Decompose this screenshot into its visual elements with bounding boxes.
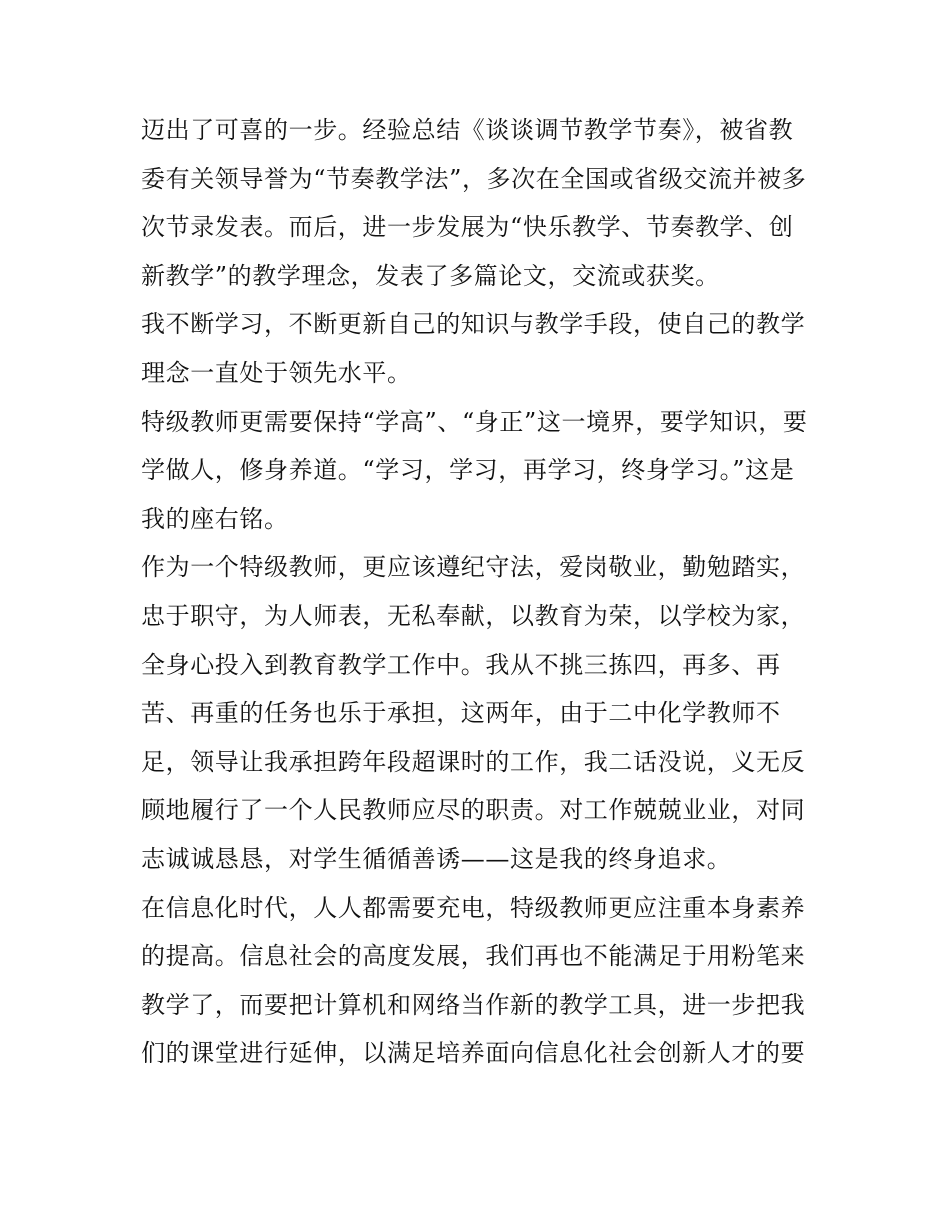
text-line: 足，领导让我承担跨年段超课时的工作，我二话没说，义无反 xyxy=(141,747,806,776)
text-line: 在信息化时代，人人都需要充电，特级教师更应注重本身素养 xyxy=(141,893,806,922)
text-line: 的提高。信息社会的高度发展，我们再也不能满足于用粉笔来 xyxy=(141,942,806,971)
text-line: 苦、再重的任务也乐于承担，这两年，由于二中化学教师不 xyxy=(141,699,781,728)
text-line: 学做人，修身养道。“学习，学习，再学习，终身学习。”这是 xyxy=(141,456,795,485)
text-line: 忠于职守，为人师表，无私奉献，以教育为荣，以学校为家， xyxy=(141,601,806,630)
text-line: 志诚诚恳恳，对学生循循善诱——这是我的终身追求。 xyxy=(141,844,732,873)
text-line: 我的座右铭。 xyxy=(141,504,289,533)
text-line: 作为一个特级教师，更应该遵纪守法，爱岗敬业，勤勉踏实， xyxy=(141,553,806,582)
text-line: 特级教师更需要保持“学高”、“身正”这一境界，要学知识，要 xyxy=(141,407,808,436)
text-line: 我不断学习，不断更新自己的知识与教学手段，使自己的教学 xyxy=(141,310,806,339)
text-line: 们的课堂进行延伸，以满足培养面向信息化社会创新人才的要 xyxy=(141,1039,806,1068)
text-line: 新教学”的教学理念，发表了多篇论文，交流或获奖。 xyxy=(141,261,720,290)
text-line: 教学了，而要把计算机和网络当作新的教学工具，进一步把我 xyxy=(141,990,806,1019)
text-line: 次节录发表。而后，进一步发展为“快乐教学、节奏教学、创 xyxy=(141,213,794,242)
text-line: 委有关领导誉为“节奏教学法”，多次在全国或省级交流并被多 xyxy=(141,164,807,193)
text-line: 顾地履行了一个人民教师应尽的职责。对工作兢兢业业，对同 xyxy=(141,796,806,825)
text-line: 理念一直处于领先水平。 xyxy=(141,358,412,387)
text-line: 全身心投入到教育教学工作中。我从不挑三拣四，再多、再 xyxy=(141,650,781,679)
text-line: 迈出了可喜的一步。经验总结《谈谈调节教学节奏》，被省教 xyxy=(141,116,794,144)
body-text xyxy=(141,106,821,1078)
